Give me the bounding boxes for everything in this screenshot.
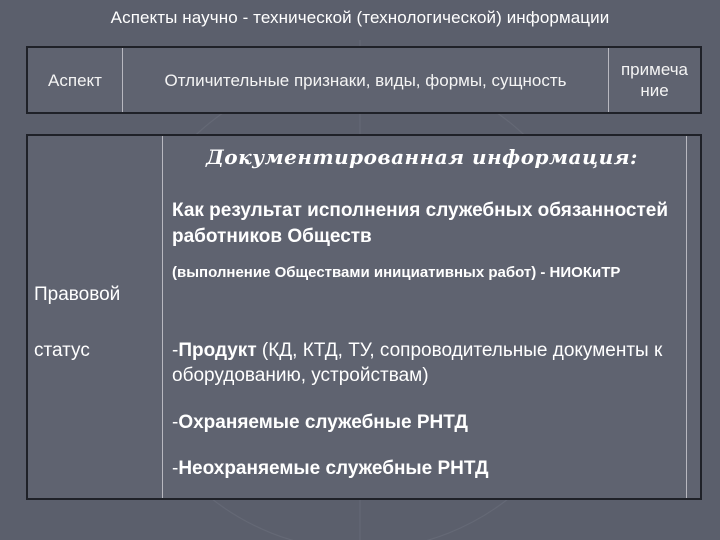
product-label: Продукт bbox=[178, 340, 257, 361]
protected-dash: - bbox=[172, 412, 179, 433]
unprotected-item bbox=[172, 458, 672, 480]
header-table bbox=[26, 46, 702, 114]
protected-label: Охраняемые служебные РНТД bbox=[178, 412, 468, 433]
product-dash: - bbox=[172, 340, 179, 361]
column-divider bbox=[162, 136, 163, 498]
protected-item bbox=[172, 412, 672, 434]
aspect-label-line1: Правовой bbox=[34, 284, 121, 305]
header-note-text: примеча ние bbox=[620, 60, 689, 100]
unprotected-dash: - bbox=[172, 458, 179, 479]
slide-title: Аспекты научно - технической (технологической) информации bbox=[110, 8, 610, 27]
product-item bbox=[172, 338, 672, 388]
main-table bbox=[26, 134, 702, 500]
initiative-description: (выполнение Обществами инициативных работ) - НИОКиТР bbox=[172, 264, 621, 281]
unprotected-label: Неохраняемые служебные РНТД bbox=[178, 458, 489, 479]
header-aspect-cell: Аспект bbox=[28, 48, 123, 112]
column-divider-right bbox=[686, 136, 687, 498]
product-details: (КД, КТД, ТУ, сопроводительные документы к оборудованию, устройствам) bbox=[172, 340, 663, 386]
header-features-cell: Отличительные признаки, виды, формы, сущность bbox=[123, 48, 609, 112]
section-title: Документированная информация: bbox=[206, 145, 638, 169]
result-description: Как результат исполнения служебных обязанностей работников Обществ bbox=[172, 200, 669, 247]
aspect-label-line2: статус bbox=[34, 340, 90, 361]
header-note-cell bbox=[609, 48, 700, 112]
